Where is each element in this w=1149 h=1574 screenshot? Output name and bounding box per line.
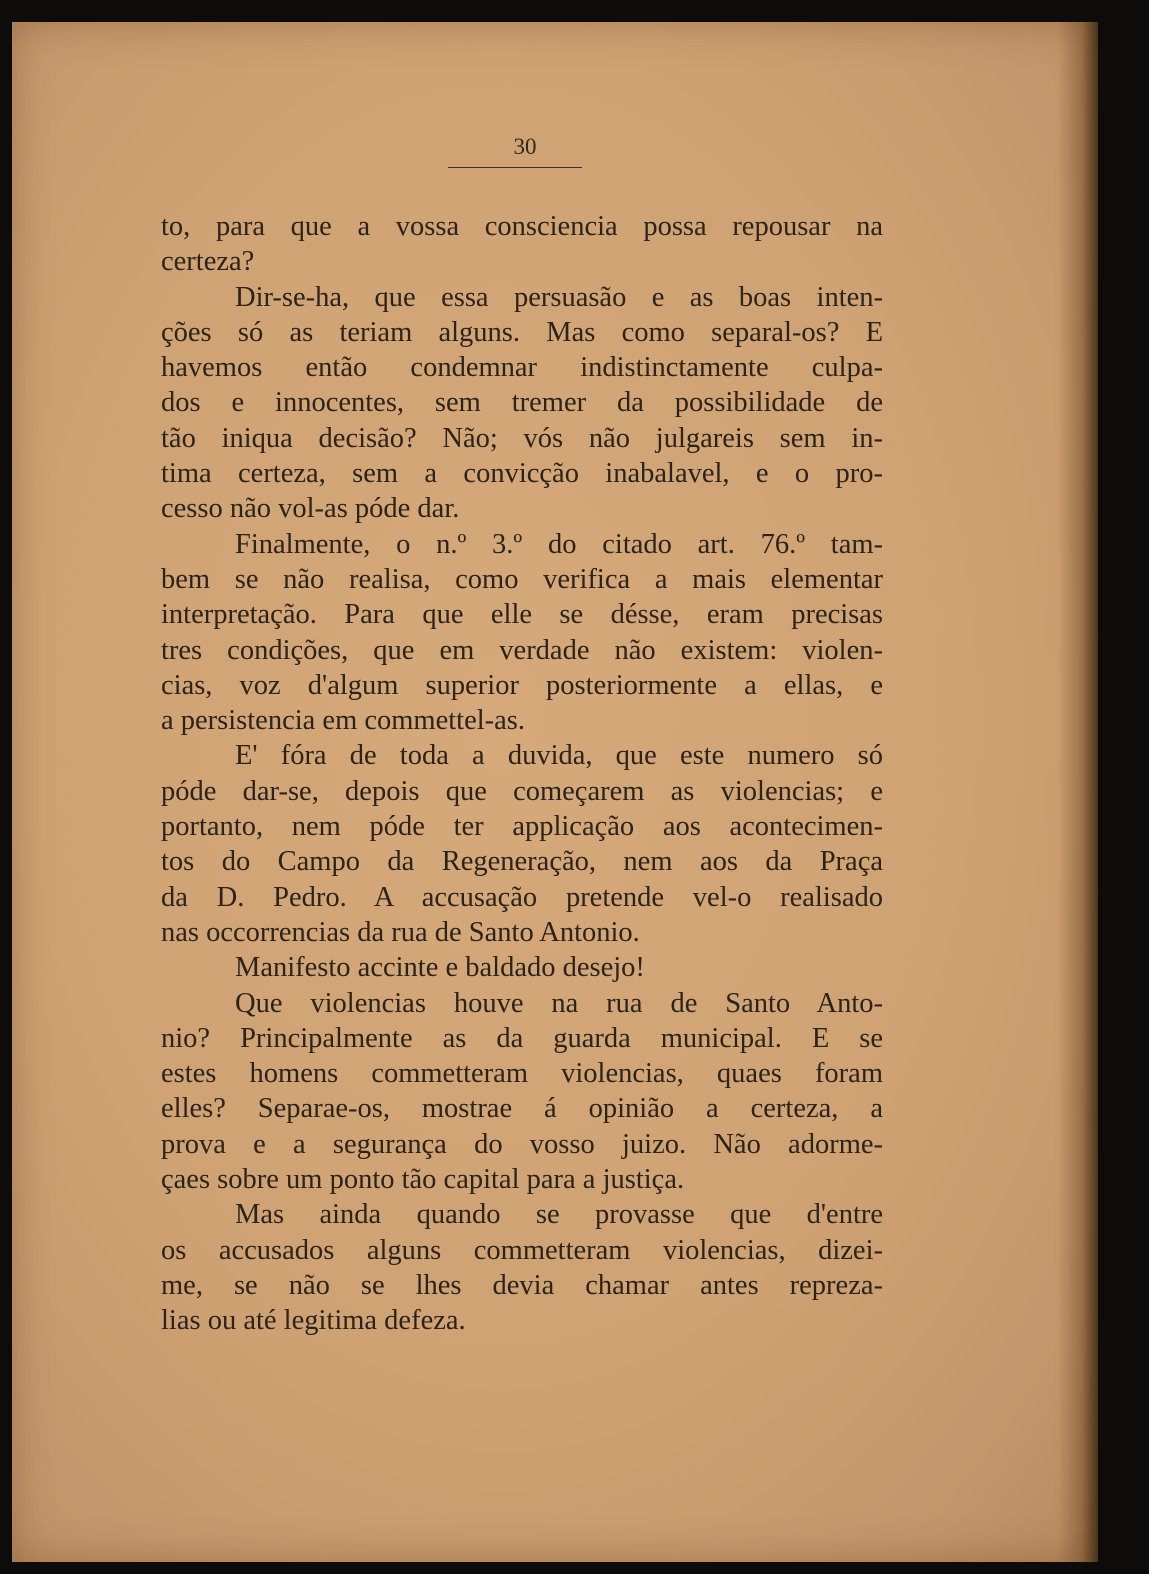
text-line: to, para que a vossa consciencia possa repousar na [161, 211, 883, 242]
text-line: lias ou até legitima defeza. [161, 1305, 466, 1337]
text-line: cias, voz d'algum superior posteriormente a ellas, e [161, 669, 883, 701]
text-line: ções só as teriam alguns. Mas como separal-os? E [161, 316, 883, 348]
page-number: 30 [513, 134, 537, 159]
text-line: havemos então condemnar indistinctamente culpa- [161, 352, 883, 384]
text-line: os accusados alguns commetteram violencias, dizei- [161, 1234, 883, 1266]
text-line: interpretação. Para que elle se désse, eram precisas [161, 599, 883, 631]
text-line: nas occorrencias da rua de Santo Antonio. [161, 916, 640, 948]
text-line: tão iniqua decisão? Não; vós não julgareis sem in- [161, 422, 883, 454]
text-line: a persistencia em commettel-as. [161, 705, 526, 737]
text-line: nio? Principalmente as da guarda municipal. E se [161, 1022, 883, 1054]
text-line: Que violencias houve na rua de Santo Anto- [235, 987, 883, 1019]
text-line: tos do Campo da Regeneração, nem aos da Praça [161, 846, 883, 878]
text-line: çaes sobre um ponto tão capital para a justiça. [161, 1164, 685, 1196]
book-page [12, 22, 1098, 1562]
text-line: E' fóra de toda a duvida, que este numero só [235, 740, 883, 772]
text-line: da D. Pedro. A accusação pretende vel-o realisado [161, 881, 883, 913]
text-line: me, se não se lhes devia chamar antes repreza- [161, 1269, 883, 1301]
text-line: bem se não realisa, como verifica a mais elementar [161, 563, 883, 595]
text-line: Dir-se-ha, que essa persuasão e as boas inten- [235, 281, 883, 313]
text-line: estes homens commetteram violencias, quaes foram [161, 1058, 883, 1090]
text-line: Manifesto accinte e baldado desejo! [235, 952, 645, 984]
text-line: Finalmente, o n.º 3.º do citado art. 76.º tam- [235, 528, 883, 560]
text-line: tima certeza, sem a convicção inabalavel, e o pro- [161, 458, 883, 490]
text-line: portanto, nem póde ter applicação aos acontecimen- [161, 811, 883, 843]
text-line: prova e a segurança do vosso juizo. Não adorme- [161, 1128, 883, 1160]
text-line: elles? Separae-os, mostrae á opinião a certeza, a [161, 1093, 883, 1125]
text-line: Mas ainda quando se provasse que d'entre [235, 1199, 883, 1231]
body-text [161, 209, 883, 1339]
text-line: póde dar-se, depois que começarem as violencias; e [161, 775, 883, 807]
text-line: cesso não vol-as póde dar. [161, 493, 460, 525]
page-edge-shadow [1058, 22, 1098, 1562]
text-line: certeza? [161, 246, 255, 278]
text-line: dos e innocentes, sem tremer da possibilidade de [161, 387, 883, 419]
text-line: tres condições, que em verdade não existem: violen- [161, 634, 883, 666]
header-rule [448, 167, 582, 168]
